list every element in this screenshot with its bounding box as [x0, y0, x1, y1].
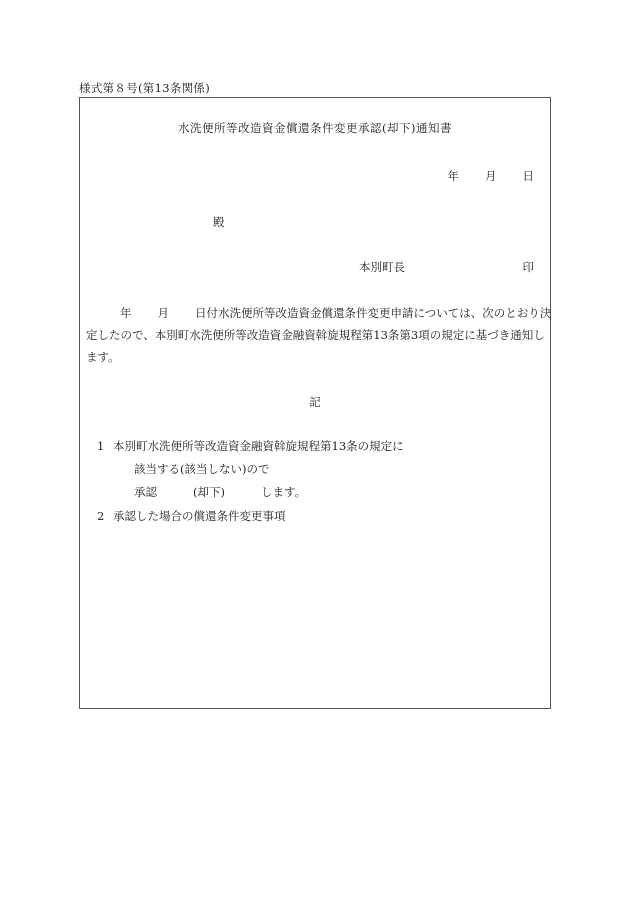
document-title: 水洗便所等改造資金償還条件変更承認(却下)通知書	[178, 121, 452, 135]
body-line-2: 定したので、本別町水洗便所等改造資金融資斡旋規程第13条第3項の規定に基づき通知し	[86, 328, 545, 342]
item-2	[97, 508, 286, 524]
sender-name: 本別町長	[359, 260, 405, 274]
notice-frame	[79, 97, 551, 709]
item-1-text: 本別町水洗便所等改造資金融資斡旋規程第13条の規定に	[113, 439, 404, 453]
body-line-1	[86, 302, 552, 324]
body-year: 年	[120, 306, 132, 320]
date-day: 日	[522, 169, 534, 183]
addressee-suffix: 殿	[213, 215, 225, 229]
date-month: 月	[485, 169, 497, 183]
item-1-sub-line-1: 該当する(該当しない)ので	[134, 462, 270, 476]
date-year: 年	[447, 169, 459, 183]
body-line-3: ます。	[86, 350, 120, 364]
notice-body	[86, 302, 552, 368]
form-number-label: 様式第８号(第13条関係)	[79, 81, 211, 95]
memo-heading: 記	[309, 395, 321, 409]
item-2-number: 2	[97, 509, 105, 523]
body-month: 月	[157, 306, 169, 320]
item-1	[97, 438, 404, 454]
item-1-number: 1	[97, 439, 105, 453]
seal-mark: 印	[522, 260, 534, 274]
approve-option: 承認	[134, 485, 157, 499]
item-1-sub-line-2	[134, 484, 306, 500]
item-1-sub-line-2-end: します。	[260, 485, 307, 499]
reject-option: (却下)	[193, 485, 225, 499]
date-line	[448, 168, 535, 184]
body-line-1-text: 日付水洗便所等改造資金償還条件変更申請については、次のとおり決	[195, 306, 552, 320]
item-2-text: 承認した場合の償還条件変更事項	[113, 509, 286, 523]
